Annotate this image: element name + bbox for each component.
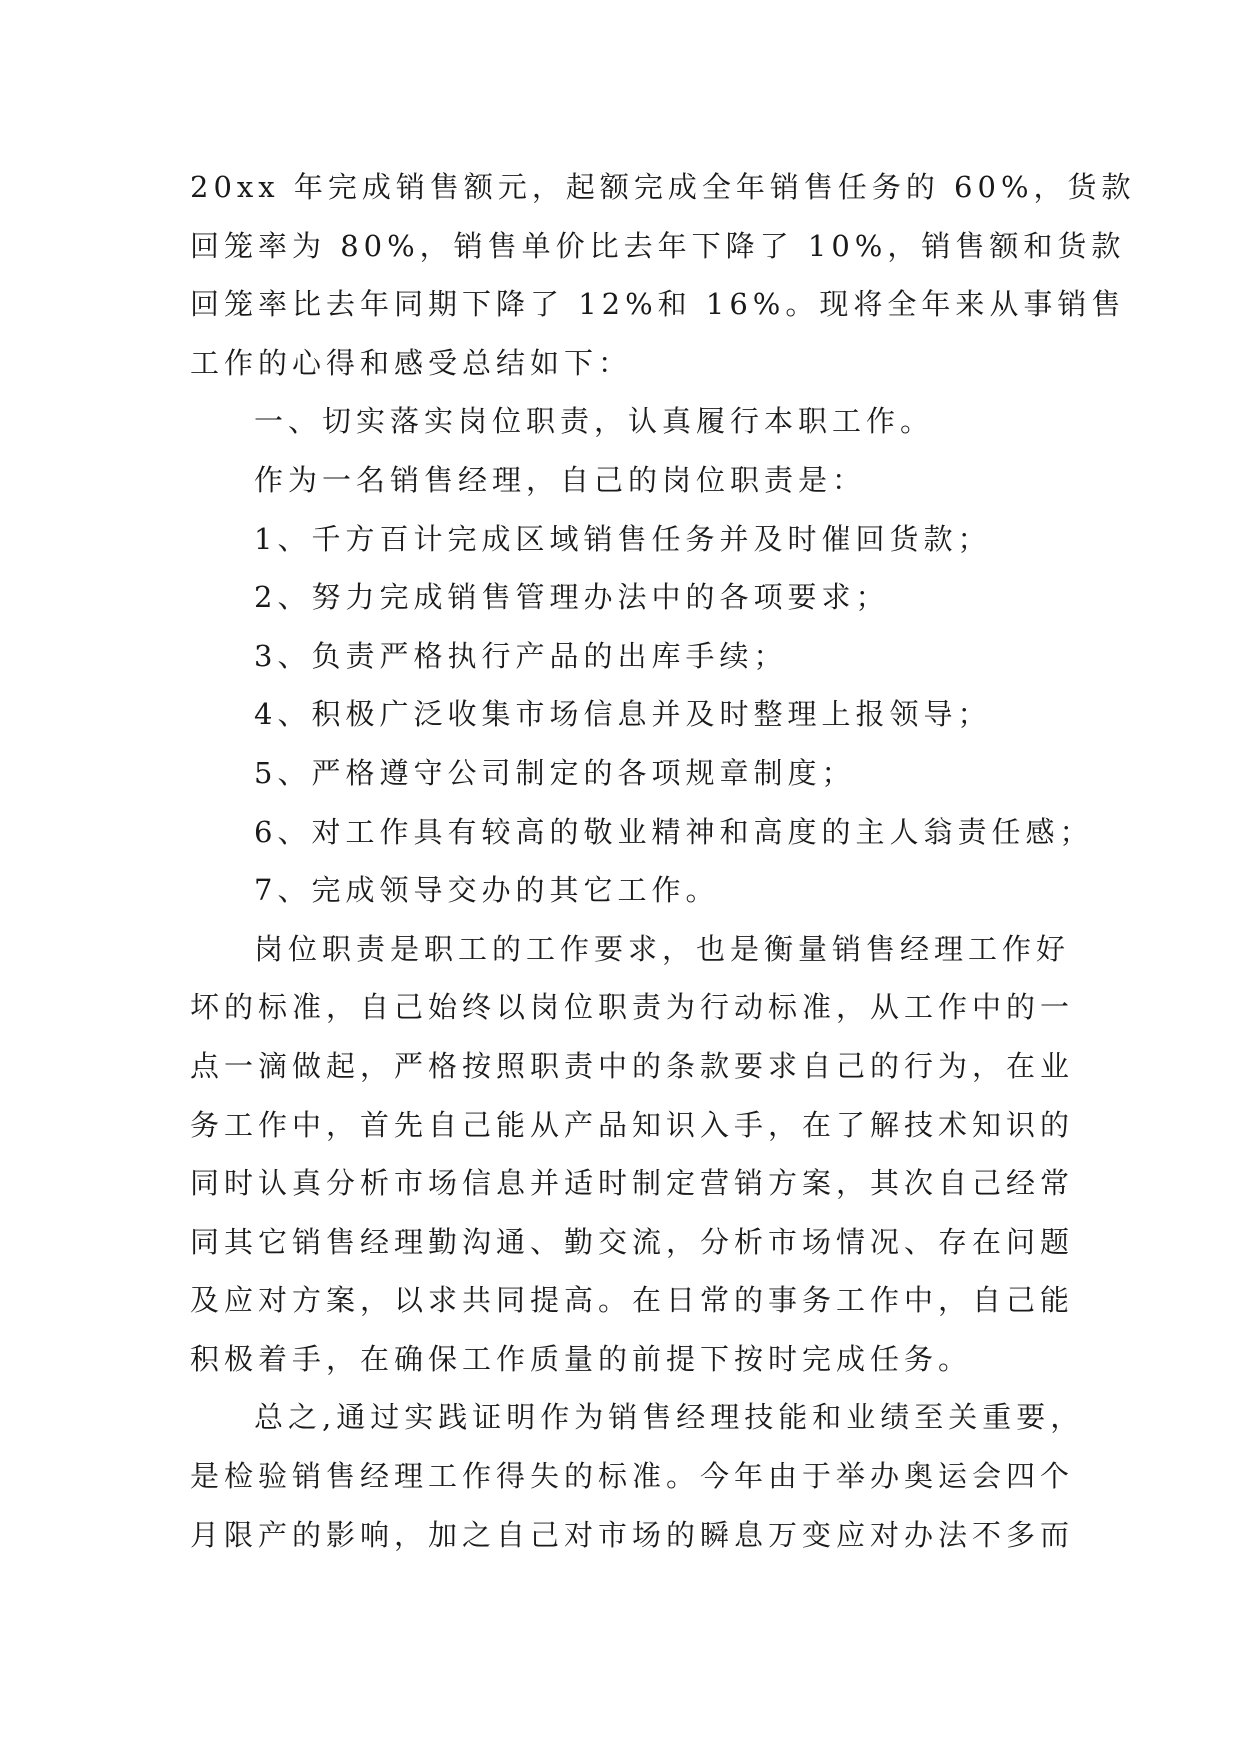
text-line: 岗位职责是职工的工作要求，也是衡量销售经理工作好: [254, 931, 1071, 966]
document-body: [190, 158, 1136, 1564]
section-heading: 一、切实落实岗位职责，认真履行本职工作。: [254, 404, 935, 439]
text-line: 总之,通过实践证明作为销售经理技能和业绩至关重要，: [254, 1400, 1085, 1435]
list-item: 6、对工作具有较高的敬业精神和高度的主人翁责任感；: [254, 814, 1094, 849]
list-item: 1、千方百计完成区域销售任务并及时催回货款；: [254, 521, 992, 556]
text-line: 月限产的影响，加之自己对市场的瞬息万变应对办法不多而: [190, 1517, 1075, 1552]
text-line: 回笼率比去年同期下降了 12%和 16%。现将全年来从事销售: [190, 287, 1126, 322]
text-line: 工作的心得和感受总结如下：: [190, 345, 633, 380]
text-line: 作为一名销售经理，自己的岗位职责是：: [254, 462, 867, 497]
text-line: 务工作中，首先自己能从产品知识入手，在了解技术知识的: [190, 1107, 1075, 1142]
list-item: 4、积极广泛收集市场信息并及时整理上报领导；: [254, 697, 992, 732]
text-line: 点一滴做起，严格按照职责中的条款要求自己的行为，在业: [190, 1048, 1075, 1083]
text-line: 积极着手，在确保工作质量的前提下按时完成任务。: [190, 1341, 973, 1376]
text-line: 坏的标准，自己始终以岗位职责为行动标准，从工作中的一: [190, 990, 1075, 1025]
list-item: 2、努力完成销售管理办法中的各项要求；: [254, 580, 890, 615]
text-line: 及应对方案，以求共同提高。在日常的事务工作中，自己能: [190, 1283, 1075, 1318]
text-line: 回笼率为 80%，销售单价比去年下降了 10%，销售额和货款: [190, 228, 1126, 263]
text-line: 同时认真分析市场信息并适时制定营销方案，其次自己经常: [190, 1166, 1075, 1201]
list-item: 5、严格遵守公司制定的各项规章制度；: [254, 755, 856, 790]
text-line: 是检验销售经理工作得失的标准。今年由于举办奥运会四个: [190, 1459, 1075, 1494]
text-line: 同其它销售经理勤沟通、勤交流，分析市场情况、存在问题: [190, 1224, 1075, 1259]
list-item: 3、负责严格执行产品的出库手续；: [254, 638, 788, 673]
text-line: 20xx 年完成销售额元，起额完成全年销售任务的 60%，货款: [190, 170, 1136, 204]
list-item: 7、完成领导交办的其它工作。: [254, 873, 720, 908]
